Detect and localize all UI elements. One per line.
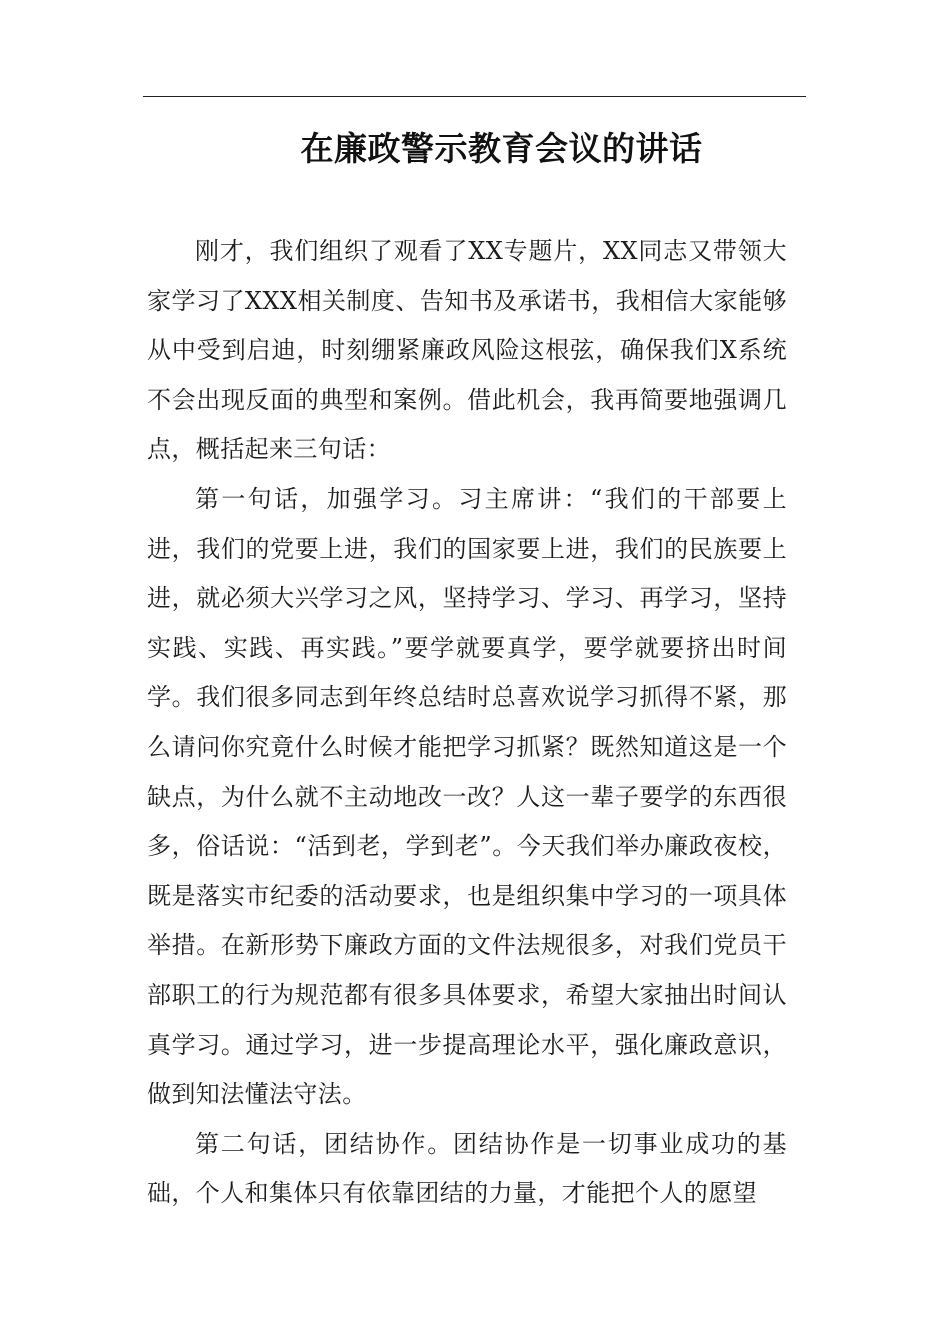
paragraph-point-two: 第二句话，团结协作。团结协作是一切事业成功的基础，个人和集体只有依靠团结的力量，才能把个人的愿望 <box>147 1129 787 1208</box>
paragraph-intro: 刚才，我们组织了观看了XX专题片，XX同志又带领大家学习了XXX相关制度、告知书及承诺书，我相信大家能够从中受到启迪，时刻绷紧廉政风险这根弦，确保我们X系统不会出现反面的典型和案例。借此机会，我再简要地强调几点，概括起来三句话： <box>147 237 787 464</box>
header-rule <box>143 96 806 97</box>
document-title: 在廉政警示教育会议的讲话 <box>300 129 703 168</box>
document-body <box>147 227 787 1219</box>
paragraph-point-one: 第一句话，加强学习。习主席讲：“我们的干部要上进，我们的党要上进，我们的国家要上进，我们的民族要上进，就必须大兴学习之风，坚持学习、学习、再学习，坚持实践、实践、再实践。”要学就要真学，要学就要挤出时间学。我们很多同志到年终总结时总喜欢说学习抓得不紧，那么请问你究竟什么时候才能把学习抓紧？既然知道这是一个缺点，为什么就不主动地改一改？人这一辈子要学的东西很多，俗话说：“活到老，学到老”。今天我们举办廉政夜校，既是落实市纪委的活动要求，也是组织集中学习的一项具体举措。在新形势下廉政方面的文件法规很多，对我们党员干部职工的行为规范都有很多具体要求，希望大家抽出时间认真学习。通过学习，进一步提高理论水平，强化廉政意识，做到知法懂法守法。 <box>147 484 787 1109</box>
